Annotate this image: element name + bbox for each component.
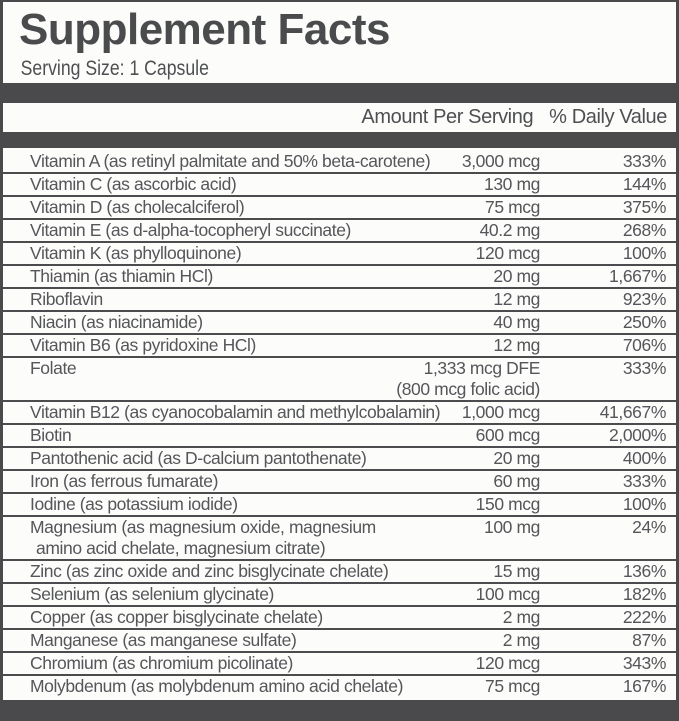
nutrient-row: [3, 218, 676, 241]
nutrient-row: [3, 582, 676, 605]
thick-divider-bar-top: [0, 83, 679, 103]
nutrient-row: [3, 559, 676, 582]
nutrient-amount: 75 mcg: [485, 197, 540, 217]
nutrient-name: Vitamin C (as ascorbic acid): [30, 174, 237, 194]
nutrient-amount: 2 mg: [502, 630, 540, 650]
nutrient-amount: 130 mg: [484, 174, 540, 194]
nutrient-name: Magnesium (as magnesium oxide, magnesium amino acid chelate, magnesium citrate): [30, 517, 376, 558]
nutrient-name: Vitamin B12 (as cyanocobalamin and methylcobalamin): [30, 402, 441, 422]
page-title: Supplement Facts: [19, 5, 390, 54]
nutrient-amount: 600 mcg: [475, 425, 540, 445]
nutrient-rows: [3, 148, 676, 700]
nutrient-name: Molybdenum (as molybdenum amino acid chelate): [30, 676, 404, 696]
nutrient-amount: 120 mcg: [475, 243, 540, 263]
nutrient-daily-value: 333%: [622, 358, 666, 378]
nutrient-amount: 60 mg: [493, 471, 540, 491]
nutrient-daily-value: 923%: [622, 289, 666, 309]
nutrient-daily-value: 100%: [622, 494, 666, 514]
nutrient-daily-value: 2,000%: [609, 425, 666, 445]
nutrient-daily-value: 24%: [632, 517, 666, 537]
nutrient-name: Folate: [30, 358, 77, 378]
serving-size-text: Serving Size: 1 Capsule: [20, 57, 209, 80]
nutrient-row: [3, 674, 676, 697]
nutrient-daily-value: 136%: [622, 561, 666, 581]
nutrient-daily-value: 333%: [622, 151, 666, 171]
nutrient-name: Riboflavin: [30, 289, 103, 309]
nutrient-amount: 1,000 mcg: [461, 402, 540, 422]
nutrient-row: [3, 333, 676, 356]
nutrient-amount: 40.2 mg: [479, 220, 540, 240]
nutrient-amount: 1,333 mcg DFE (800 mcg folic acid): [396, 358, 540, 399]
nutrient-name: Vitamin A (as retinyl palmitate and 50% beta-carotene): [30, 151, 431, 171]
nutrient-row: [3, 515, 676, 559]
nutrient-row: [3, 423, 676, 446]
nutrient-name: Iron (as ferrous fumarate): [30, 471, 219, 491]
nutrient-name: Biotin: [30, 425, 72, 445]
nutrient-name: Manganese (as manganese sulfate): [30, 630, 297, 650]
nutrient-daily-value: 706%: [622, 335, 666, 355]
nutrient-amount: 40 mg: [493, 312, 540, 332]
nutrient-amount: 2 mg: [502, 607, 540, 627]
nutrient-daily-value: 250%: [622, 312, 666, 332]
nutrient-row: [3, 287, 676, 310]
title-section: [3, 2, 676, 83]
nutrient-row: [3, 492, 676, 515]
nutrient-name: Selenium (as selenium glycinate): [30, 584, 274, 604]
nutrient-daily-value: 167%: [622, 676, 666, 696]
nutrient-amount: 3,000 mcg: [461, 151, 540, 171]
nutrient-name: Thiamin (as thiamin HCl): [30, 266, 213, 286]
nutrient-name: Chromium (as chromium picolinate): [30, 653, 293, 673]
nutrient-amount: 75 mcg: [485, 676, 540, 696]
nutrient-daily-value: 182%: [622, 584, 666, 604]
nutrient-daily-value: 144%: [622, 174, 666, 194]
nutrient-name: Zinc (as zinc oxide and zinc bisglycinate chelate): [30, 561, 389, 581]
nutrient-daily-value: 41,667%: [599, 402, 666, 422]
nutrient-amount: 12 mg: [493, 335, 540, 355]
nutrient-amount: 100 mcg: [475, 584, 540, 604]
nutrient-daily-value: 1,667%: [609, 266, 666, 286]
nutrient-name: Vitamin E (as d-alpha-tocopheryl succinate): [30, 220, 351, 240]
nutrient-row: [3, 400, 676, 423]
thick-divider-bar-bottom: [0, 700, 679, 721]
nutrient-amount: 100 mg: [484, 517, 540, 537]
thick-divider-bar-middle: [0, 132, 679, 148]
nutrient-daily-value: 100%: [622, 243, 666, 263]
nutrient-daily-value: 343%: [622, 653, 666, 673]
nutrient-daily-value: 222%: [622, 607, 666, 627]
nutrient-amount: 20 mg: [493, 266, 540, 286]
nutrient-daily-value: 400%: [622, 448, 666, 468]
nutrient-name: Vitamin D (as cholecalciferol): [30, 197, 245, 217]
nutrient-row: [3, 172, 676, 195]
nutrient-row: [3, 469, 676, 492]
nutrient-name: Pantothenic acid (as D-calcium pantothenate): [30, 448, 367, 468]
nutrient-name: Niacin (as niacinamide): [30, 312, 203, 332]
nutrient-daily-value: 87%: [632, 630, 666, 650]
nutrient-row: [3, 151, 676, 172]
nutrient-name: Copper (as copper bisglycinate chelate): [30, 607, 323, 627]
percent-daily-value-header: % Daily Value: [549, 106, 667, 128]
nutrient-row: [3, 446, 676, 469]
nutrient-row: [3, 605, 676, 628]
nutrient-amount: 12 mg: [493, 289, 540, 309]
column-header-row: [3, 103, 676, 132]
nutrient-daily-value: 375%: [622, 197, 666, 217]
nutrient-row: [3, 628, 676, 651]
nutrient-name: Vitamin K (as phylloquinone): [30, 243, 242, 263]
nutrient-row: [3, 264, 676, 287]
nutrient-amount: 20 mg: [493, 448, 540, 468]
nutrient-amount: 150 mcg: [475, 494, 540, 514]
nutrient-row: [3, 241, 676, 264]
nutrient-name: Iodine (as potassium iodide): [30, 494, 238, 514]
nutrient-daily-value: 333%: [622, 471, 666, 491]
nutrient-row: [3, 651, 676, 674]
nutrient-name: Vitamin B6 (as pyridoxine HCl): [30, 335, 256, 355]
nutrient-row: [3, 310, 676, 333]
nutrient-row: [3, 195, 676, 218]
nutrient-daily-value: 268%: [622, 220, 666, 240]
nutrient-amount: 120 mcg: [475, 653, 540, 673]
nutrient-amount: 15 mg: [493, 561, 540, 581]
nutrient-row: [3, 356, 676, 400]
amount-per-serving-header: Amount Per Serving: [361, 106, 534, 128]
